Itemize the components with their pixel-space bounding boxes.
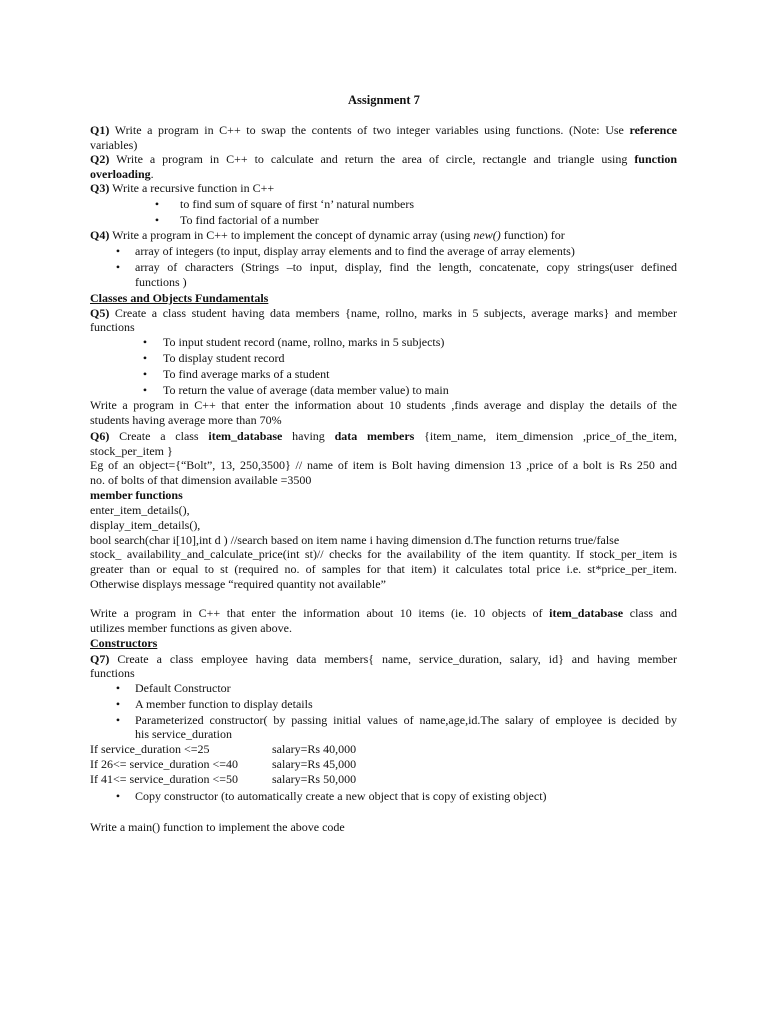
q1-line1: Q1) Write a program in C++ to swap the contents of two integer variables using functions. (Note: Use reference <box>90 123 677 137</box>
salary-rule-value: salary=Rs 40,000 <box>272 742 357 756</box>
bullet-icon: • <box>142 367 148 381</box>
q5-line2: functions <box>90 320 135 334</box>
q6-example-1: Eg of an object={“Bolt”, 13, 250,3500} // name of item is Bolt having dimension 13 ,price of a bolt is Rs 250 and <box>90 458 677 472</box>
q3-bullet-2: To find factorial of a number <box>180 213 319 227</box>
salary-rule-condition: If service_duration <=25 <box>90 742 210 756</box>
q3-line: Q3) Write a recursive function in C++ <box>90 181 275 195</box>
bullet-icon: • <box>115 697 121 711</box>
bullet-icon: • <box>142 383 148 397</box>
salary-rule-condition: If 26<= service_duration <=40 <box>90 757 239 771</box>
q7-bullet-3-cont: his service_duration <box>135 727 232 741</box>
q7-bullet-2: A member function to display details <box>135 697 313 711</box>
bullet-icon: • <box>142 335 148 349</box>
q4-bullet-1: array of integers (to input, display array elements and to find the average of array elements) <box>135 244 575 258</box>
q6-func-4b: greater than or equal to st (required no. of samples for that item) it calculates total price i.e. st*price_per_item. <box>90 562 677 576</box>
section-heading-classes: Classes and Objects Fundamentals <box>90 291 269 305</box>
q6-func-3: bool search(char i[10],int d ) //search based on item name i having dimension d.The function returns true/false <box>90 533 620 547</box>
q5-after-1: Write a program in C++ that enter the information about 10 students ,finds average and display the details of the <box>90 398 677 412</box>
final-instruction: Write a main() function to implement the above code <box>90 820 345 834</box>
salary-rule-value: salary=Rs 45,000 <box>272 757 357 771</box>
q4-label: Q4) <box>90 228 110 242</box>
salary-rule-condition: If 41<= service_duration <=50 <box>90 772 239 786</box>
q7-copy-constructor: Copy constructor (to automatically create a new object that is copy of existing object) <box>135 789 547 803</box>
q6-label: Q6) <box>90 429 110 443</box>
q5-label: Q5) <box>90 306 110 320</box>
q2-label: Q2) <box>90 152 110 166</box>
q5-bullet-3: To find average marks of a student <box>163 367 330 381</box>
bullet-icon: • <box>142 351 148 365</box>
q7-bullet-3: Parameterized constructor( by passing initial values of name,age,id.The salary of employee is decided by <box>135 713 677 727</box>
q6-example-2: no. of bolts of that dimension available =3500 <box>90 473 312 487</box>
q7-line1: Q7) Create a class employee having data members{ name, service_duration, salary, id} and having member <box>90 652 678 666</box>
bullet-icon: • <box>115 260 121 274</box>
q6-func-4c: Otherwise displays message “required quantity not available” <box>90 577 386 591</box>
q6-line1: Q6) Create a class item_database having data members {item_name, item_dimension ,price_of_the_item, <box>90 429 677 443</box>
q4-bullet-2-cont: functions ) <box>135 275 187 289</box>
q6-write-2: utilizes member functions as given above. <box>90 621 292 635</box>
q3-label: Q3) <box>90 181 110 195</box>
q5-bullet-4: To return the value of average (data member value) to main <box>163 383 449 397</box>
bullet-icon: • <box>115 789 121 803</box>
q5-bullet-2: To display student record <box>163 351 285 365</box>
bullet-icon: • <box>115 713 121 727</box>
q6-write-1: Write a program in C++ that enter the information about 10 items (ie. 10 objects of item_database class and <box>90 606 678 620</box>
section-heading-constructors: Constructors <box>90 636 158 650</box>
q7-bullet-1: Default Constructor <box>135 681 231 695</box>
q6-func-1: enter_item_details(), <box>90 503 190 517</box>
q6-func-2: display_item_details(), <box>90 518 201 532</box>
page-title: Assignment 7 <box>348 93 420 107</box>
q1-line2: variables) <box>90 138 138 152</box>
bullet-icon: • <box>115 681 121 695</box>
q6-line2: stock_per_item } <box>90 444 173 458</box>
salary-rule-value: salary=Rs 50,000 <box>272 772 357 786</box>
q5-line1: Q5) Create a class student having data members {name, rollno, marks in 5 subjects, average marks} and member <box>90 306 678 320</box>
q4-line: Q4) Write a program in C++ to implement the concept of dynamic array (using new() function) for <box>90 228 565 242</box>
q5-after-2: students having average more than 70% <box>90 413 282 427</box>
member-functions-heading: member functions <box>90 488 183 502</box>
q5-bullet-1: To input student record (name, rollno, marks in 5 subjects) <box>163 335 445 349</box>
q7-label: Q7) <box>90 652 110 666</box>
bullet-icon: • <box>154 197 160 211</box>
q7-line2: functions <box>90 666 135 680</box>
q4-bullet-2: array of characters (Strings –to input, display, find the length, concatenate, copy strings(user defined <box>135 260 677 274</box>
q1-label: Q1) <box>90 123 110 137</box>
q2-line2: overloading. <box>90 167 154 181</box>
bullet-icon: • <box>115 244 121 258</box>
bullet-icon: • <box>154 213 160 227</box>
q3-bullet-1: to find sum of square of first ‘n’ natural numbers <box>180 197 415 211</box>
q2-line1: Q2) Write a program in C++ to calculate and return the area of circle, rectangle and triangle using function <box>90 152 677 166</box>
q6-func-4a: stock_ availability_and_calculate_price(int st)// checks for the availability of the item quantity. If stock_per_item is <box>90 547 677 561</box>
